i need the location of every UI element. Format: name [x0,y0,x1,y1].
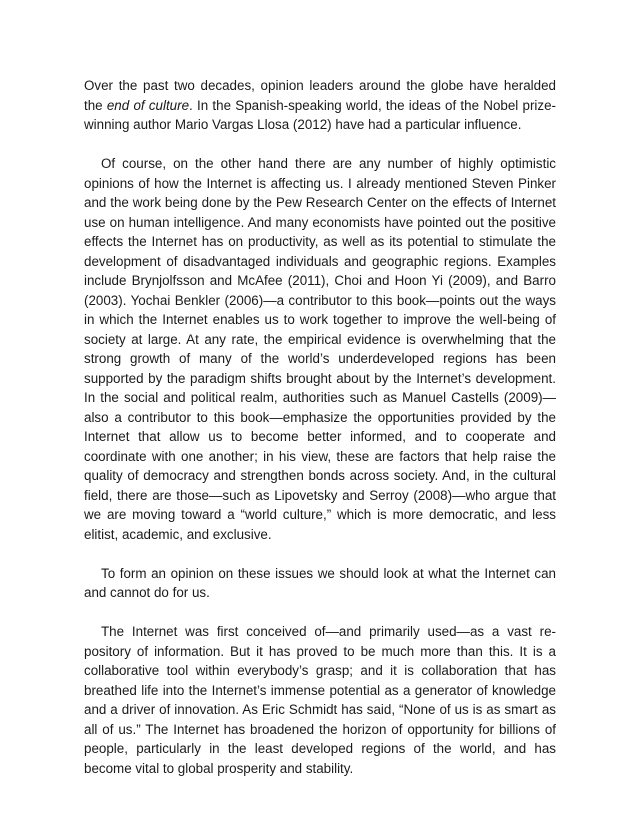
paragraph-form-opinion: To form an opinion on these issues we should look at what the Internet can and cannot do for us. [84,565,556,600]
paragraph-intro-text: Over the past two decades, opinion leaders around the globe have heralded the [84,78,556,113]
paragraph-internet-collaboration: The Internet was first conceived of—and primarily used—as a vast repository of information. But it has proved to be much more than this. It is a collaborative tool within everybody’s grasp; and it is collaboration that has breathed life into the Internet’s immense potential as a generator of knowledge and a driver of innovation. As Eric Schmidt has said, “None of us is as smart as all of us.” The Internet has broadened the horizon of opportunity for billions of people, particularly in the least developed regions of the world, and has become vital to global prosperity and stability. [84,624,556,776]
document-page [84,76,556,778]
paragraph-intro [84,76,556,135]
italic-phrase: end of culture [106,97,190,113]
paragraph-optimistic-opinions: Of course, on the other hand there are any number of highly optimistic opinions of how the Internet is affecting us. I already mentioned Steven Pinker and the work being done by the Pew Research Center on the effects of Internet use on human intelligence. And many economists have pointed out the positive effects the Internet has on productivity, as well as its potential to stimulate the development of disadvantaged individuals and geographic regions. Examples include Brynjolfsson and McAfee (2011), Choi and Hoon Yi (2009), and Barro (2003). Yochai Benkler (2006)—a contributor to this book—points out the ways in which the Internet enables us to work together to improve the well-being of society at large. At any rate, the empirical evidence is overwhelming that the strong growth of many of the world’s underdeveloped regions has been supported by the paradigm shifts brought about by the Internet’s development. In the social and political realm, authorities such as Manuel Castells (2009)—also a contributor to this book—emphasize the opportunities provided by the Internet that allow us to become better informed, and to cooperate and coordinate with one another; in his view, these are factors that help raise the quality of democracy and strengthen bonds across society. And, in the cultural field, there are those—such as Lipovetsky and Serroy (2008)—who argue that we are moving toward a “world culture,” which is more democratic, and less elitist, academic, and exclusive. [84,156,556,542]
paragraph-intro-text-continued: . In the Spanish-speaking world, the ideas of the Nobel prize-winning author Mario Vargas Llosa (2012) have had a particular influence. [84,97,556,132]
